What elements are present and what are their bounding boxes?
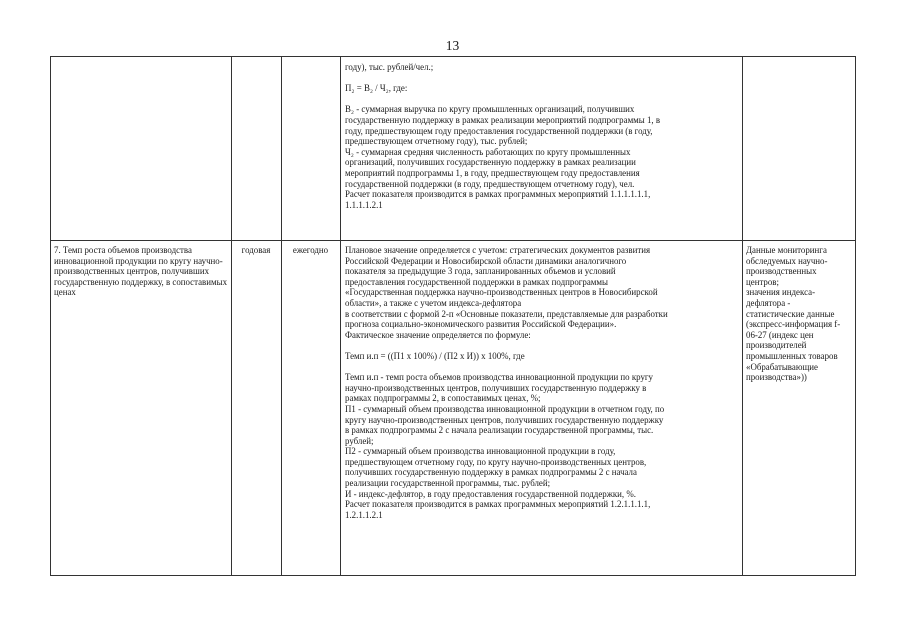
calculation-method-cell: году), тыс. рублей/чел.; П₂ = В₂ / Ч₂, где: В₂ - суммарная выручка по кругу промышленных организаций, получивших государственную поддержку в рамках реализации мероприятий подпрограммы 1, в году, предшествующем году предоставления государственной поддержки (в году, предшествующем отчетному году), тыс. рублей; Ч₂ - суммарная средняя численность работающих по кругу промышленных организаций, получивших государственную поддержку в рамках реализации мероприятий подпрограммы 1, в году, предшествующем году предоставления государственной поддержки (в году, предшествующем отчетному году), чел. Расчет показателя производится в рамках программных мероприятий 1.1.1.1.1.1, 1.1.1.1.2.1 [345, 62, 661, 210]
column-border [231, 56, 232, 576]
column-border [742, 56, 743, 576]
column-border [855, 56, 856, 576]
frequency-cell: ежегодно [292, 245, 329, 255]
indicator-name-cell: 7. Темп роста объемов производства инновационной продукции по кругу научно-производственных центров, получивших государственную поддержку, в сопоставимых ценах [54, 245, 228, 298]
periodicity-cell: годовая [241, 245, 271, 255]
calculation-method-cell: Плановое значение определяется с учетом: стратегических документов развития Российской Федерации и Новосибирской области динамики аналогичного показателя за предыдущие 3 года, запланированных объемов и условий предоставления государственной поддержки в рамках подпрограммы «Государственная поддержка научно-производственных центров в Новосибирской области», а также с учетом индекса-дефлятора в соответствии с формой 2-п «Основные показатели, представляемые для разработки прогноза социально-экономического развития Российской Федерации». Фактическое значение определяется по формуле: Темп и.п = ((П1 x 100%) / (П2 x И)) x 100%, где Темп и.п - темп роста объемов производства инновационной продукции по кругу научно-производственных центров, получивших государственную поддержку в рамках подпрограммы 2, в сопоставимых ценах, %; П1 - суммарный объем производства инновационной продукции в отчетном году, по кругу научно-производственных центров, получивших государственную поддержку в рамках подпрограммы 2 с начала реализации государственной программы, тыс. рублей; П2 - суммарный объем производства инновационной продукции в году, предшествующем отчетному году, по кругу научно-производственных центров, получивших государственную поддержку в рамках подпрограммы 2 с начала реализации государственной программы, тыс. рублей; И - индекс-дефлятор, в году предоставления государственной поддержки, %. Расчет показателя производится в рамках программных мероприятий 1.2.1.1.1.1, 1.2.1.1.2.1 [345, 245, 668, 520]
column-border [50, 56, 51, 576]
page-number: 13 [445, 38, 460, 53]
row-divider [50, 240, 856, 241]
column-border [281, 56, 282, 576]
data-source-cell: Данные мониторинга обследуемых научно- производственных центров; значения индекса- дефлятора - статистические данные (экспресс-информация f- 06-27 (индекс цен производителей промышленных товаров «Обрабатывающие производства»)) [746, 245, 841, 383]
table-bottom-border [50, 575, 856, 576]
column-border [340, 56, 341, 576]
table-top-border [50, 56, 856, 57]
